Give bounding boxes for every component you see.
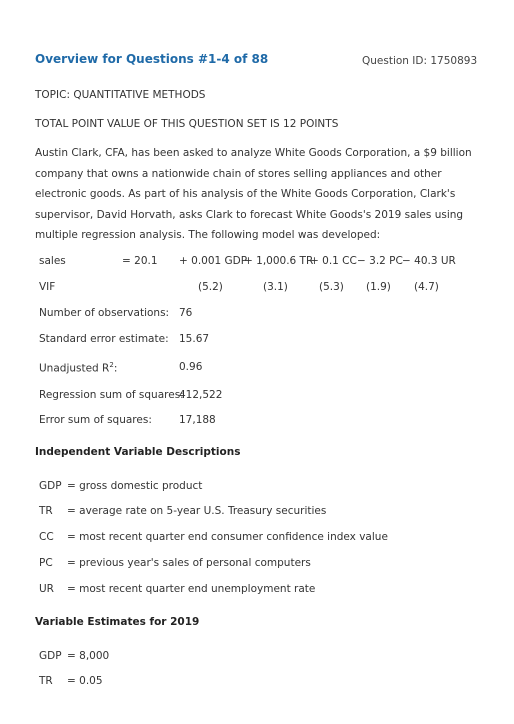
stat-value: 0.96 [179, 361, 203, 373]
stat-label: Regression sum of squares: [39, 389, 184, 401]
vif-value: (4.7) [414, 281, 439, 293]
variable-abbr: TR [39, 505, 53, 517]
estimates-heading: Variable Estimates for 2019 [35, 616, 200, 628]
variable-desc: = most recent quarter end unemployment rate [67, 583, 316, 595]
variable-abbr: PC [39, 557, 53, 569]
variable-desc: = average rate on 5-year U.S. Treasury securities [67, 505, 327, 517]
variable-abbr: CC [39, 531, 54, 543]
variable-desc: = previous year's sales of personal computers [67, 557, 311, 569]
stat-value: 17,188 [179, 414, 216, 426]
variable-abbr: UR [39, 583, 54, 595]
model-term: + 0.001 GDP [179, 255, 248, 267]
model-lhs: sales [39, 255, 66, 267]
vif-value: (3.1) [263, 281, 288, 293]
stat-label: Unadjusted $R^2$: [39, 361, 118, 375]
stat-label: Number of observations: [39, 307, 170, 319]
stat-label: Standard error estimate: [39, 333, 169, 345]
vif-value: (5.3) [319, 281, 344, 293]
model-term: + 0.1 CC [310, 255, 357, 267]
stat-value: 76 [179, 307, 193, 319]
descriptions-heading: Independent Variable Descriptions [35, 446, 241, 458]
question-id: Question ID: 1750893 [362, 55, 478, 67]
variable-desc: = gross domestic product [67, 480, 203, 492]
stat-label: Error sum of squares: [39, 414, 152, 426]
points-line: TOTAL POINT VALUE OF THIS QUESTION SET IS 12 POINTS [35, 118, 339, 130]
variable-abbr: GDP [39, 480, 62, 492]
model-term: − 3.2 PC [357, 255, 403, 267]
intro-paragraph: Austin Clark, CFA, has been asked to analyze White Goods Corporation, a $9 billion company that owns a nationwide chain of stores selling appliances and other electronic goods. As part of his analysis of the White Goods Corporation, Clark's supervisor, David Horvath, asks Clark to forecast White Goods's 2019 sales using multiple regression analysis. The following model was developed: [35, 147, 472, 241]
model-intercept: = 20.1 [122, 255, 158, 267]
stat-value: 15.67 [179, 333, 210, 345]
variable-estimate: = 8,000 [67, 650, 110, 662]
variable-estimate: = 0.05 [67, 675, 103, 687]
vif-value: (5.2) [198, 281, 223, 293]
model-term: − 40.3 UR [402, 255, 456, 267]
variable-abbr: GDP [39, 650, 62, 662]
variable-abbr: TR [39, 675, 53, 687]
overview-title: Overview for Questions #1-4 of 88 [35, 52, 269, 66]
vif-label: VIF [39, 281, 56, 293]
stat-value: 412,522 [179, 389, 223, 401]
topic-line: TOPIC: QUANTITATIVE METHODS [35, 89, 206, 101]
variable-desc: = most recent quarter end consumer confidence index value [67, 531, 388, 543]
vif-value: (1.9) [366, 281, 391, 293]
model-term: + 1,000.6 TR [244, 255, 314, 267]
